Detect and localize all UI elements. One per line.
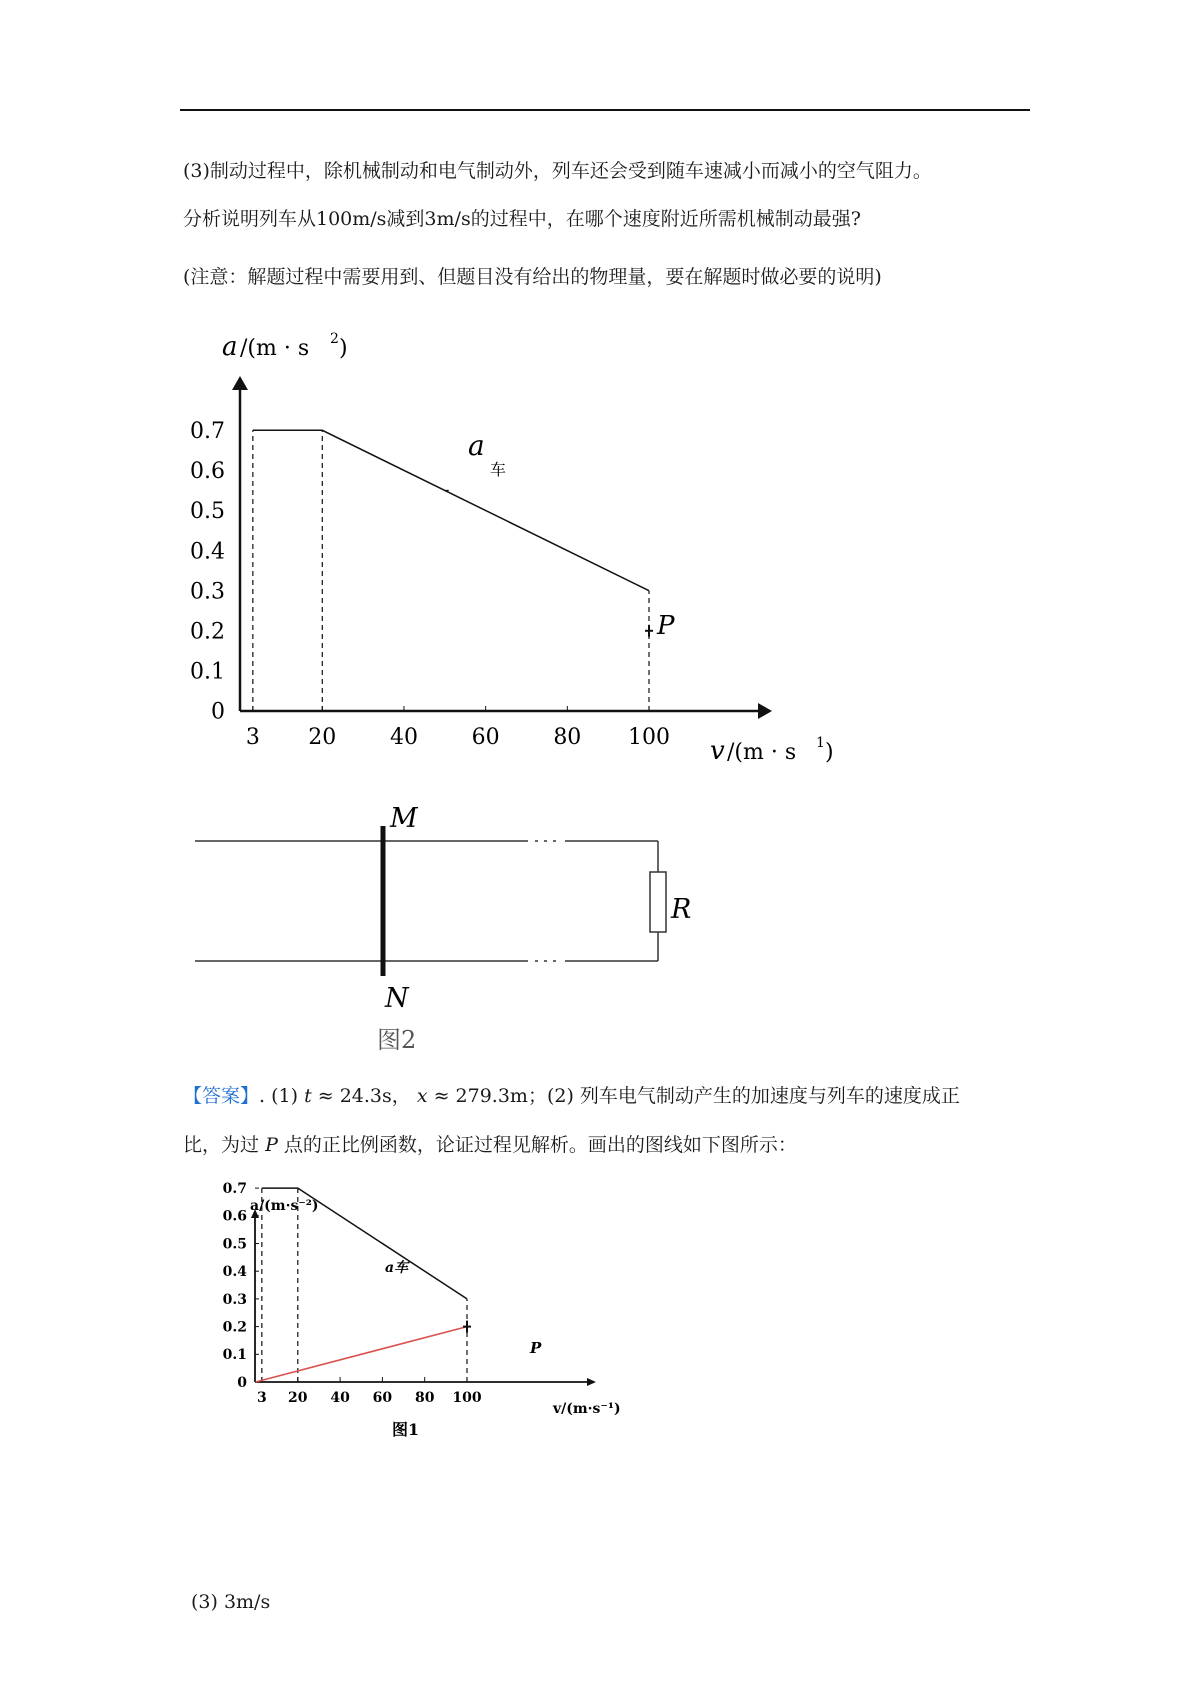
curve-label-sub: 车	[490, 460, 507, 479]
y-axis-label-symbol: a	[222, 332, 238, 362]
x-axis-label-close: )	[825, 740, 834, 765]
answer-part-3: (3) 3m/s	[191, 1591, 271, 1613]
question-note: (注意：解题过程中需要用到、但题目没有给出的物理量，要在解题时做必要的说明)	[183, 266, 882, 288]
chart-answer-plot	[223, 1181, 596, 1406]
y-tick-label: 0.7	[222, 1181, 247, 1197]
x-tick-label: 40	[389, 725, 418, 750]
y-axis-label-unit: /(m · s	[240, 336, 310, 361]
y-tick-label: 0.1	[222, 1347, 247, 1364]
answer-tag: 【答案】	[183, 1085, 260, 1107]
x-tick-label: 100	[628, 725, 670, 750]
y-tick-label: 0.5	[222, 1236, 247, 1253]
x-axis-label-symbol: v	[710, 736, 725, 766]
question-line-2: 分析说明列车从100m/s减到3m/s的过程中，在哪个速度附近所需机械制动最强?	[183, 208, 861, 230]
figure-1-caption: 图1	[392, 1420, 420, 1439]
y-axis-label-close: )	[339, 336, 348, 361]
y-tick-label: 0.1	[190, 659, 225, 685]
answer-x-symbol: x	[416, 1085, 428, 1107]
y-tick-label: 0.3	[222, 1291, 247, 1308]
answer-x-axis-label: v/(m·s⁻¹)	[553, 1401, 621, 1417]
x-tick-label: 20	[308, 725, 337, 750]
y-tick-label: 0.2	[190, 619, 225, 645]
question-line-1: (3)制动过程中，除机械制动和电气制动外，列车还会受到随车速减小而减小的空气阻力。	[183, 160, 932, 182]
x-tick-label: 60	[471, 725, 500, 750]
x-tick-label: 80	[553, 725, 582, 750]
answer-y-axis-label: a/(m·s⁻²)	[250, 1198, 319, 1214]
answer-point-label-p: P	[530, 1339, 542, 1357]
answer-x-value: ≈ 279.3m；(2) 列车电气制动产生的加速度与列车的速度成正	[433, 1085, 960, 1107]
answer-part1: . (1)	[259, 1085, 299, 1107]
y-tick-label: 0.4	[222, 1264, 247, 1281]
answer-line2-b: 点的正比例函数，论证过程见解析。画出的图线如下图所示：	[283, 1134, 797, 1156]
y-tick-label: 0.7	[190, 419, 225, 444]
answer-line2-p: P	[265, 1134, 278, 1156]
label-r: R	[671, 894, 692, 925]
x-tick-label: 3	[256, 1390, 267, 1406]
x-tick-label: 100	[452, 1390, 482, 1406]
answer-line2-a: 比，为过	[183, 1134, 260, 1156]
answer-curve-label: a车	[385, 1260, 409, 1276]
series-line-proportional	[256, 1327, 468, 1382]
y-tick-label: 0.3	[190, 579, 225, 605]
label-m: M	[390, 803, 418, 834]
y-tick-label: 0.4	[190, 539, 225, 565]
curve-label: a	[468, 429, 485, 462]
x-tick-label: 60	[372, 1390, 393, 1406]
y-tick-label: 0	[211, 699, 225, 725]
x-axis-label-exp: 1	[816, 735, 825, 751]
y-tick-label: 0.2	[222, 1319, 247, 1336]
x-tick-label: 80	[414, 1390, 435, 1406]
x-tick-label: 20	[288, 1390, 308, 1406]
x-tick-label: 3	[245, 725, 260, 750]
y-tick-label: 0	[237, 1374, 247, 1391]
x-axis-arrow	[587, 1378, 596, 1386]
label-n: N	[385, 983, 409, 1014]
x-axis-label-unit: /(m · s	[727, 740, 797, 765]
answer-t-value: ≈ 24.3s，	[317, 1085, 411, 1107]
y-axis-label-exp: 2	[330, 331, 339, 347]
y-tick-label: 0.6	[190, 459, 225, 485]
x-tick-label: 40	[330, 1390, 350, 1406]
y-tick-label: 0.5	[190, 499, 225, 525]
y-tick-label: 0.6	[222, 1208, 247, 1225]
answer-t-symbol: t	[304, 1085, 312, 1107]
figure-2-caption: 图2	[377, 1026, 417, 1054]
point-label-p: P	[657, 611, 675, 641]
